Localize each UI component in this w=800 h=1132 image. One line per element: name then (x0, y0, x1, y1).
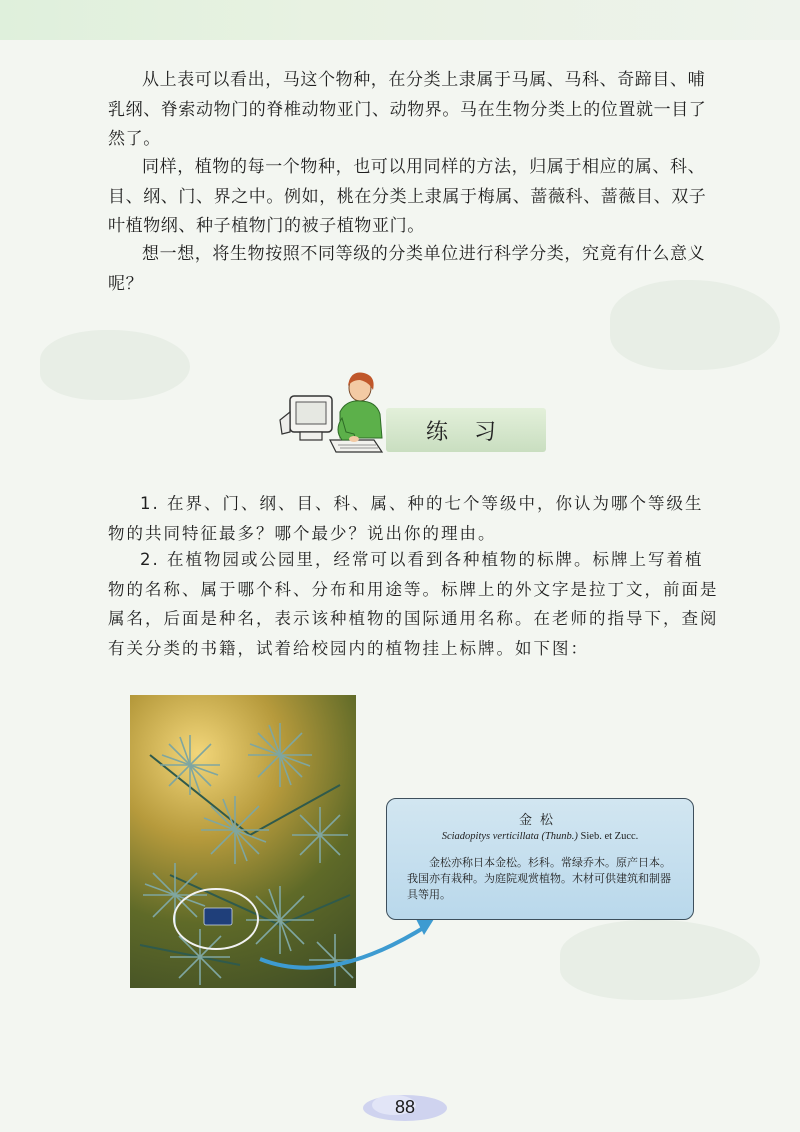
sign-latin-name (387, 831, 693, 842)
sign-latin-authority: Sieb. et Zucc. (577, 831, 639, 842)
top-decoration-band (0, 0, 800, 40)
page-number: 88 (394, 1097, 416, 1117)
sign-plant-name: 金松 (518, 813, 561, 828)
page-number-badge (360, 1090, 450, 1124)
student-at-computer-illustration (276, 368, 416, 464)
body-paragraph-1: 从上表可以看出，马这个物种，在分类上隶属于马属、马科、奇蹄目、哺乳纲、脊索动物门的脊椎动物亚门、动物界。马在生物分类上的位置就一目了然了。 (108, 70, 707, 149)
exercise-header (276, 368, 546, 464)
sign-description: 金松亦称日本金松。杉科。常绿乔木。原产日本。我国亦有栽种。为庭院观赏植物。木材可供建筑和制器具等用。 (407, 856, 671, 901)
body-paragraph-3: 想一想，将生物按照不同等级的分类单位进行科学分类，究竟有什么意义呢？ (108, 244, 706, 294)
sign-latin-genus-species: Sciadopitys verticillata (Thunb.) (441, 831, 578, 842)
exercise-item-2: 2. 在植物园或公园里，经常可以看到各种植物的标牌。标牌上写着植物的名称、属于哪个科、分布和用途等。标牌上的外文字是拉丁文，前面是属名，后面是种名，表示该种植物的国际通用名称。在老师的指导下，查阅有关分类的书籍，试着给校园内的植物挂上标牌。如下图： (108, 550, 719, 658)
exercise-title: 练习 (426, 420, 523, 445)
plant-label-sign (386, 798, 694, 920)
background-animal-silhouette (40, 330, 190, 400)
exercise-item-1: 1. 在界、门、纲、目、科、属、种的七个等级中，你认为哪个等级生物的共同特征最多？哪个最少？说出你的理由。 (108, 494, 704, 543)
background-animal-silhouette (560, 920, 760, 1000)
body-paragraph-2: 同样，植物的每一个物种，也可以用同样的方法，归属于相应的属、科、目、纲、门、界之中。例如，桃在分类上隶属于梅属、蔷薇科、蔷薇目、双子叶植物纲、种子植物门的被子植物亚门。 (108, 157, 707, 236)
